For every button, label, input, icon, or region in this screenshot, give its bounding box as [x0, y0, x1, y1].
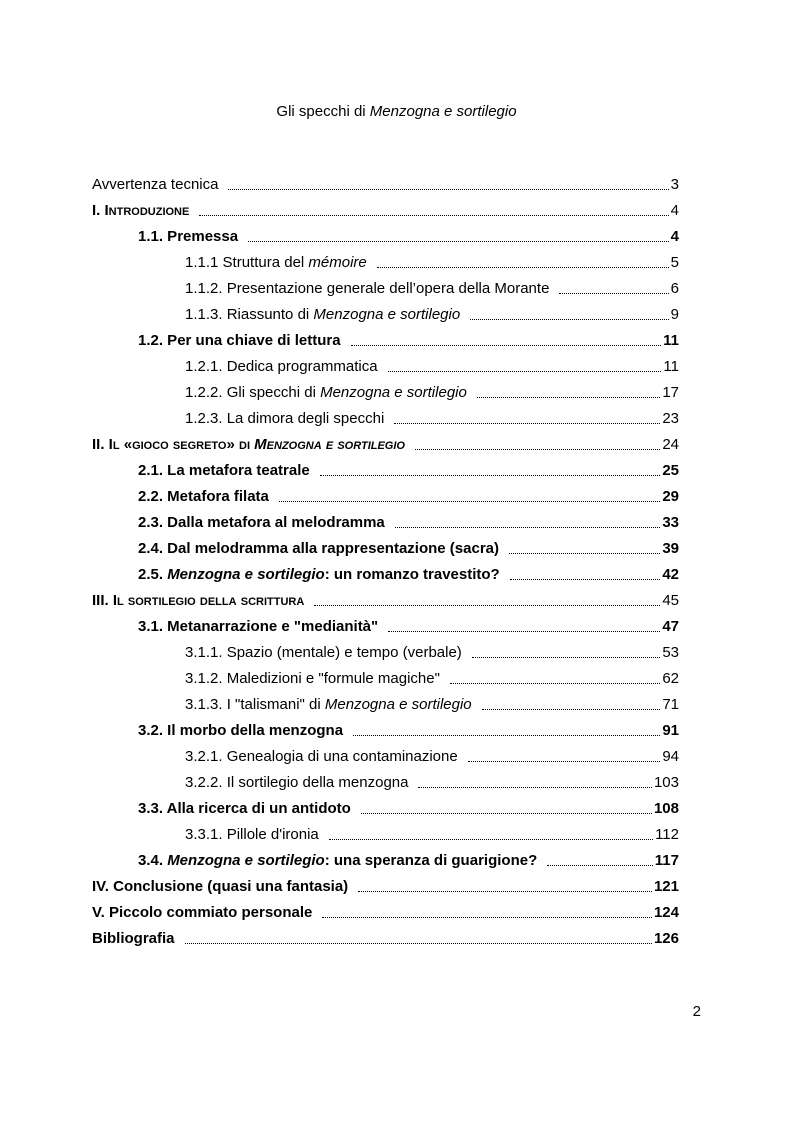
- toc-entry-page: 4: [670, 228, 679, 245]
- toc-entry-title: [138, 228, 238, 245]
- toc-entry-title-part: Menzogna e sortilegio: [167, 566, 325, 583]
- toc-entry-title: [138, 332, 341, 349]
- toc-entry-title-part: 3.3.1. Pillole d'ironia: [185, 826, 319, 843]
- toc-entry-page: 124: [653, 904, 679, 921]
- toc-entry-title: [138, 852, 537, 869]
- toc-entry[interactable]: [92, 739, 679, 765]
- toc-entry-title-part: 3.1.3. I "talismani" di: [185, 696, 325, 713]
- toc-entry-title-part: Menzogna e sortilegio: [324, 696, 472, 713]
- toc-entry-title-part: 2.3. Dalla metafora al melodramma: [138, 514, 385, 531]
- toc-entry-title: [92, 904, 312, 921]
- toc-entry-page: 126: [653, 930, 679, 947]
- dot-leader: [472, 656, 661, 658]
- toc-entry[interactable]: [92, 505, 679, 531]
- toc-entry-title: [185, 644, 462, 661]
- toc-entry-page: 24: [662, 436, 679, 453]
- toc-entry-title-part: Menzogna e sortilegio: [167, 852, 325, 869]
- table-of-contents: [92, 167, 679, 947]
- toc-entry-page: 42: [662, 566, 679, 583]
- dot-leader: [248, 240, 669, 242]
- toc-entry-title: [185, 748, 458, 765]
- toc-entry-title-part: 1.1. Premessa: [138, 228, 239, 245]
- dot-leader: [510, 578, 661, 580]
- toc-entry-title-part: II. Il «gioco segreto» di: [92, 436, 255, 453]
- toc-entry-page: 3: [670, 176, 679, 193]
- dot-leader: [358, 890, 652, 892]
- toc-entry-title: [185, 670, 440, 687]
- toc-entry-title: [138, 800, 351, 817]
- toc-entry[interactable]: [92, 375, 679, 401]
- toc-entry[interactable]: [92, 349, 679, 375]
- toc-entry-title-part: 3.2.1. Genealogia di una contaminazione: [185, 748, 458, 765]
- toc-entry-title: [92, 878, 348, 895]
- toc-entry-title-part: 1.2.1. Dedica programmatica: [185, 358, 378, 375]
- toc-entry-title: [185, 254, 367, 271]
- toc-entry-page: 94: [662, 748, 679, 765]
- toc-entry-page: 23: [662, 410, 679, 427]
- dot-leader: [361, 812, 652, 814]
- dot-leader: [509, 552, 660, 554]
- toc-entry[interactable]: [92, 427, 679, 453]
- toc-entry-page: 6: [670, 280, 679, 297]
- toc-entry-title-part: III. Il sortilegio della scrittura: [92, 592, 305, 609]
- toc-entry-title-part: Menzogna e sortilegio: [320, 384, 467, 401]
- toc-entry-title-part: 1.2.2. Gli specchi di: [185, 384, 321, 401]
- toc-entry-title: [138, 488, 269, 505]
- toc-entry-title-part: 2.5.: [138, 566, 168, 583]
- toc-entry-page: 25: [662, 462, 679, 479]
- dot-leader: [395, 526, 661, 528]
- toc-entry-title: [92, 592, 304, 609]
- toc-entry-title: [185, 826, 319, 843]
- dot-leader: [415, 448, 660, 450]
- toc-entry[interactable]: [92, 193, 679, 219]
- toc-entry-page: 29: [662, 488, 679, 505]
- toc-entry-title-part: Bibliografia: [92, 930, 175, 947]
- toc-entry[interactable]: [92, 661, 679, 687]
- toc-entry-title-part: V. Piccolo commiato personale: [92, 904, 313, 921]
- toc-entry-page: 39: [662, 540, 679, 557]
- toc-entry-page: 62: [662, 670, 679, 687]
- dot-leader: [314, 604, 660, 606]
- header-title-italic: Menzogna e sortilegio: [369, 103, 517, 120]
- dot-leader: [329, 838, 653, 840]
- toc-entry-title: [185, 358, 378, 375]
- toc-entry[interactable]: [92, 583, 679, 609]
- toc-entry-title: [185, 306, 460, 323]
- dot-leader: [279, 500, 660, 502]
- toc-entry-title: [92, 202, 189, 219]
- page-header: [0, 103, 793, 120]
- toc-entry-title: [138, 566, 500, 583]
- toc-entry[interactable]: [92, 713, 679, 739]
- toc-entry-page: 45: [662, 592, 679, 609]
- dot-leader: [482, 708, 661, 710]
- toc-entry-title-part: IV. Conclusione (quasi una fantasia): [92, 878, 349, 895]
- toc-entry-title-part: Menzogna e sortilegio: [313, 306, 461, 323]
- dot-leader: [388, 630, 660, 632]
- toc-entry[interactable]: [92, 271, 679, 297]
- toc-entry[interactable]: [92, 635, 679, 661]
- toc-entry-page: 112: [655, 826, 679, 843]
- toc-entry[interactable]: [92, 323, 679, 349]
- toc-entry[interactable]: [92, 167, 679, 193]
- dot-leader: [468, 760, 661, 762]
- dot-leader: [199, 214, 668, 216]
- toc-entry-title-part: 3.2.2. Il sortilegio della menzogna: [185, 774, 409, 791]
- toc-entry-title-part: Menzogna e sortilegio: [254, 436, 405, 453]
- page-number: 2: [692, 1003, 701, 1020]
- toc-entry[interactable]: [92, 453, 679, 479]
- toc-entry[interactable]: [92, 843, 679, 869]
- toc-entry[interactable]: [92, 297, 679, 323]
- toc-entry-title: [138, 722, 343, 739]
- toc-entry-title-part: : un romanzo travestito?: [324, 566, 500, 583]
- dot-leader: [470, 318, 668, 320]
- toc-entry-title: [138, 462, 310, 479]
- toc-entry[interactable]: [92, 401, 679, 427]
- toc-entry-page: 5: [670, 254, 679, 271]
- dot-leader: [322, 916, 652, 918]
- toc-entry-page: 71: [662, 696, 679, 713]
- toc-entry-title-part: 1.2. Per una chiave di lettura: [138, 332, 341, 349]
- toc-entry[interactable]: [92, 557, 679, 583]
- dot-leader: [418, 786, 651, 788]
- dot-leader: [559, 292, 668, 294]
- toc-entry-title: [185, 696, 472, 713]
- dot-leader: [377, 266, 669, 268]
- toc-entry-title-part: I. Introduzione: [92, 202, 190, 219]
- toc-entry-title-part: 2.1. La metafora teatrale: [138, 462, 310, 479]
- toc-entry-title-part: 1.1.3. Riassunto di: [185, 306, 314, 323]
- toc-entry[interactable]: [92, 817, 679, 843]
- toc-entry-title-part: 2.2. Metafora filata: [138, 488, 269, 505]
- toc-entry-page: 91: [662, 722, 679, 739]
- toc-entry-title-part: 3.1. Metanarrazione e "medianità": [138, 618, 379, 635]
- toc-entry-title-part: 1.1.1 Struttura del: [185, 254, 309, 271]
- toc-entry[interactable]: [92, 609, 679, 635]
- toc-entry-title-part: 3.4.: [138, 852, 168, 869]
- toc-entry[interactable]: [92, 921, 679, 947]
- toc-entry-page: 17: [662, 384, 679, 401]
- toc-entry-title-part: mémoire: [308, 254, 367, 271]
- toc-entry[interactable]: [92, 895, 679, 921]
- dot-leader: [450, 682, 660, 684]
- dot-leader: [353, 734, 660, 736]
- toc-entry-title-part: 3.2. Il morbo della menzogna: [138, 722, 344, 739]
- dot-leader: [320, 474, 661, 476]
- toc-entry[interactable]: [92, 479, 679, 505]
- toc-entry-page: 9: [670, 306, 679, 323]
- toc-entry-page: 117: [654, 852, 679, 869]
- toc-entry-page: 33: [662, 514, 679, 531]
- toc-entry[interactable]: [92, 219, 679, 245]
- toc-entry[interactable]: [92, 765, 679, 791]
- toc-entry-title-part: 3.3. Alla ricerca di un antidoto: [138, 800, 351, 817]
- toc-entry-page: 47: [662, 618, 679, 635]
- toc-entry-title: [92, 436, 405, 453]
- dot-leader: [351, 344, 662, 346]
- toc-entry[interactable]: [92, 531, 679, 557]
- toc-entry-page: 53: [662, 644, 679, 661]
- toc-entry[interactable]: [92, 245, 679, 271]
- toc-entry-page: 4: [670, 202, 679, 219]
- dot-leader: [394, 422, 660, 424]
- toc-entry[interactable]: [92, 687, 679, 713]
- toc-entry-title-part: 3.1.1. Spazio (mentale) e tempo (verbale): [185, 644, 462, 661]
- toc-entry-title: [138, 618, 378, 635]
- toc-entry-title: [138, 514, 385, 531]
- toc-entry-title-part: 1.2.3. La dimora degli specchi: [185, 410, 385, 427]
- toc-entry-title-part: 3.1.2. Maledizioni e "formule magiche": [185, 670, 440, 687]
- dot-leader: [477, 396, 660, 398]
- toc-entry-title: [185, 280, 549, 297]
- toc-entry-page: 121: [653, 878, 679, 895]
- toc-entry-title-part: 2.4. Dal melodramma alla rappresentazione (sacra): [138, 540, 499, 557]
- dot-leader: [228, 188, 668, 190]
- toc-entry-page: 103: [653, 774, 679, 791]
- toc-entry-page: 108: [653, 800, 679, 817]
- toc-entry-title-part: 1.1.2. Presentazione generale dell’opera della Morante: [185, 280, 550, 297]
- toc-entry-title: [185, 774, 408, 791]
- toc-entry-title: [92, 930, 175, 947]
- toc-entry[interactable]: [92, 791, 679, 817]
- toc-entry-title-part: : una speranza di guarigione?: [324, 852, 538, 869]
- toc-entry-title: [185, 410, 384, 427]
- toc-entry-title-part: Avvertenza tecnica: [92, 176, 219, 193]
- dot-leader: [547, 864, 653, 866]
- toc-entry-title: [185, 384, 467, 401]
- header-prefix: Gli specchi di: [276, 103, 370, 120]
- toc-entry-page: 11: [663, 332, 679, 349]
- toc-entry-title: [138, 540, 499, 557]
- toc-entry[interactable]: [92, 869, 679, 895]
- toc-entry-title: [92, 176, 218, 193]
- dot-leader: [388, 370, 662, 372]
- toc-entry-page: 11: [663, 358, 679, 375]
- dot-leader: [185, 942, 652, 944]
